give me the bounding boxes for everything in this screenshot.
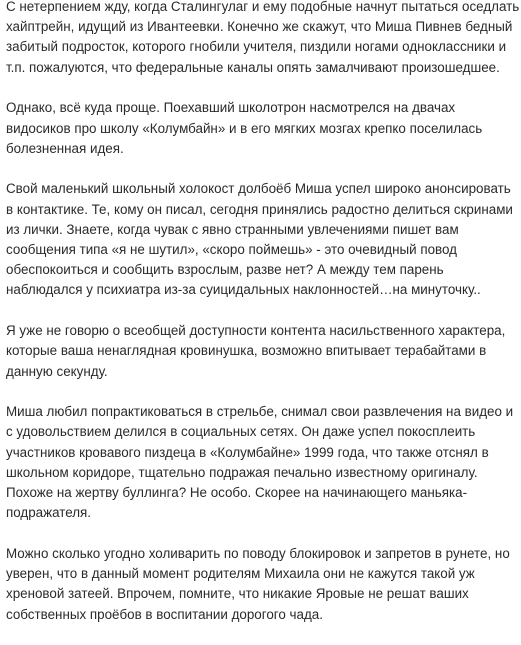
text-line: хайптрейн, идущий из Ивантеевки. Конечно же скажут, что Миша Пивнев бедный (6, 19, 513, 35)
paragraph (6, 544, 518, 625)
text-line: Я уже не говорю о всеобщей доступности контента насильственного характера, (6, 323, 506, 339)
paragraph (6, 0, 518, 78)
text-line: обеспокоиться и сообщить взрослым, разве нет? А между тем парень (6, 262, 444, 278)
text-line: Похоже на жертву буллинга? Не особо. Скорее на начинающего маньяка- (6, 485, 468, 501)
text-line: данную секунду. (6, 363, 108, 379)
paragraph (6, 402, 518, 523)
text-line: Однако, всё куда проще. Поехавший школотрон насмотрелся на двачах (6, 100, 456, 116)
text-line: которые ваша ненаглядная кровинушка, возможно впитывает терабайтами в (6, 343, 487, 359)
text-line: подражателя. (6, 505, 91, 521)
text-line: хреновой затеей. Впрочем, помните, что никакие Яровые не решат ваших (6, 586, 469, 602)
text-line: школьном коридоре, тщательно подражая печально известному оригиналу. (6, 464, 478, 480)
text-line: из лички. Знаете, когда чувак с явно странными увлечениями пишет вам (6, 221, 459, 237)
text-line: в контактике. Те, кому он писал, сегодня принялись радостно делиться скринами (6, 201, 513, 217)
post-body (6, 0, 518, 645)
paragraph (6, 98, 518, 159)
paragraph (6, 321, 518, 382)
paragraph (6, 179, 518, 300)
text-line: Свой маленький школьный холокост долбоёб Миша успел широко анонсировать (6, 181, 511, 197)
text-line: видосиков про школу «Колумбайн» и в его мягких мозгах крепко поселилась (6, 120, 483, 136)
text-line: участников кровавого пиздеца в «Колумбайне» 1999 года, что также отснял в (6, 444, 489, 460)
text-line: Можно сколько угодно холиварить по поводу блокировок и запретов в рунете, но (6, 545, 510, 561)
text-line: уверен, что в данный момент родителям Михаила они не кажутся такой уж (6, 566, 475, 582)
text-line: сообщения типа «я не шутил», «скоро поймешь» - это очевидный повод (6, 242, 457, 258)
text-line: С нетерпением жду, когда Сталингулаг и ему подобные начнут пытаться оседлать (6, 0, 520, 14)
text-line: забитый подросток, которого гнобили учителя, пиздили ногами одноклассники и (6, 39, 507, 55)
text-line: т.п. пожалуются, что федеральные каналы опять замалчивают произошедшее. (6, 59, 500, 75)
text-line: с удовольствием делился в социальных сетях. Он даже успел покосплеить (6, 424, 476, 440)
text-line: болезненная идея. (6, 140, 124, 156)
text-line: собственных проёбов в воспитании дорогого чада. (6, 606, 323, 622)
text-line: наблюдался у психиатра из-за суицидальных наклонностей…на минуточку.. (6, 282, 481, 298)
text-line: Миша любил попрактиковаться в стрельбе, снимал свои развлечения на видео и (6, 404, 514, 420)
